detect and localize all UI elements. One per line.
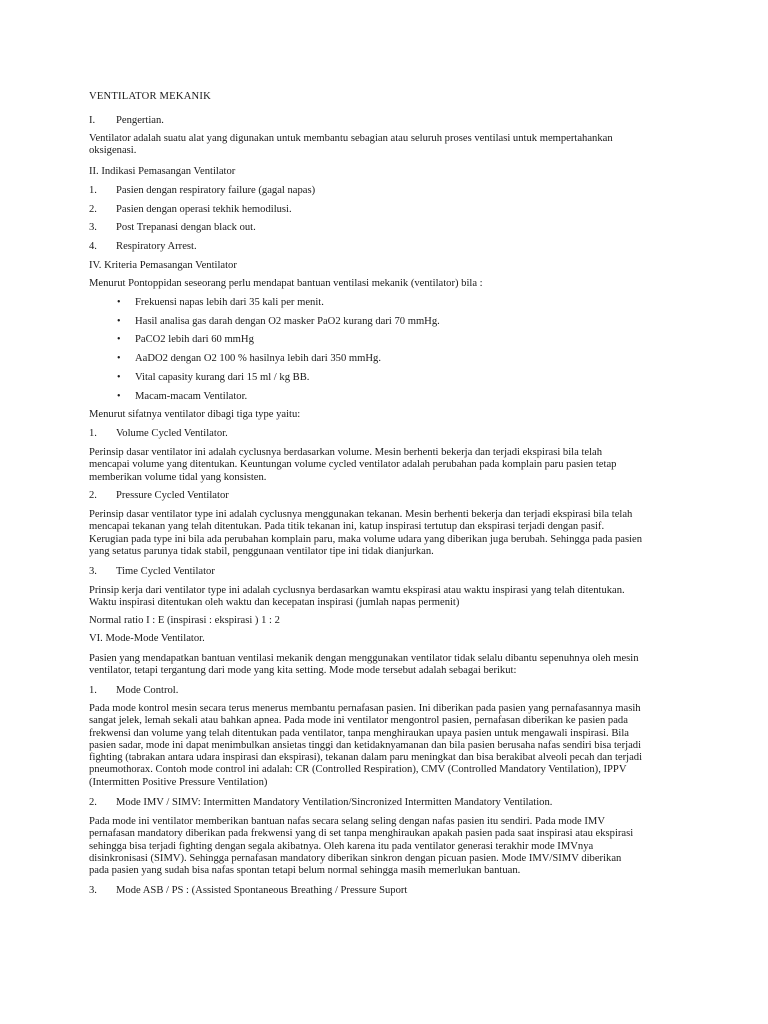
bullet-item: Hasil analisa gas darah dengan O2 masker PaO2 kurang dari 70 mmHg. (135, 316, 440, 327)
section-heading: IV. Kriteria Pemasangan Ventilator (89, 260, 237, 271)
paragraph-line: Ventilator adalah suatu alat yang digunakan untuk membantu sebagian atau seluruh proses ventilasi untuk mempertahankan (89, 133, 613, 144)
bullet-item: Frekuensi napas lebih dari 35 kali per menit. (135, 297, 324, 308)
bullet-item: AaDO2 dengan O2 100 % hasilnya lebih dari 350 mmHg. (135, 353, 381, 364)
paragraph-line: oksigenasi. (89, 145, 137, 157)
bullet-icon: • (117, 334, 121, 345)
section-heading: II. Indikasi Pemasangan Ventilator (89, 166, 236, 177)
list-item: Pasien dengan operasi tekhik hemodilusi. (116, 204, 292, 215)
bullet-icon: • (117, 297, 121, 308)
paragraph (89, 509, 689, 558)
paragraph (89, 585, 689, 610)
paragraph-line: sangat jelek, lemah sekali atau bahkan apnea. Pada mode ini ventilator mengontrol pasien, pernafasan diberikan ke pasien pada (89, 715, 628, 727)
list-number: 2. (89, 490, 97, 501)
paragraph-line: Perinsip dasar ventilator ini adalah cyclusnya berdasarkan volume. Mesin berhenti bekerja dan terjadi ekspirasi bila telah (89, 447, 603, 458)
paragraph (89, 133, 689, 158)
paragraph-line: pneumothorax. Contoh mode control ini adalah: CR (Controlled Respiration), CMV (Controlled Mandatory Ventilation), IPPV (89, 764, 627, 776)
paragraph-line: (Intermitten Positive Pressure Ventilation) (89, 776, 268, 788)
section-heading: Pengertian. (116, 115, 164, 126)
paragraph-line: Prinsip kerja dari ventilator type ini adalah cyclusnya berdasarkan wamtu ekspirasi atau waktu inspirasi yang telah ditentukan. (89, 585, 625, 596)
paragraph (89, 816, 689, 877)
paragraph-line: mencapai tekanan yang telah ditentukan. Pada titik tekanan ini, katup inspirasi tertutup dan ekspirasi terjadi dengan pasif. (89, 521, 605, 533)
bullet-icon: • (117, 372, 121, 383)
paragraph-line: pernafasan mandatory diberikan pada frekwensi yang di set tanpa menghiraukan apakah pasien pada saat inspirasi atau ekspirasi (89, 828, 634, 840)
paragraph (89, 447, 689, 484)
bullet-item: PaCO2 lebih dari 60 mmHg (135, 334, 254, 345)
ratio-line: Normal ratio I : E (inspirasi : ekspirasi ) 1 : 2 (89, 615, 280, 626)
paragraph (89, 653, 689, 678)
list-item: Time Cycled Ventilator (116, 566, 215, 577)
list-item: Mode IMV / SIMV: Intermitten Mandatory Ventilation/Sincronized Intermitten Mandatory Ventilation. (116, 797, 553, 808)
paragraph-line: fighting (tabrakan antara udara inspirasi dan ekspirasi), tekanan dalam paru meningkat dan bisa berakibat alveoli pecah dan terjadi (89, 752, 643, 764)
paragraph-line: frekwensi dan volume yang telah ditentukan pada ventilator, tanpa menghiraukan upaya pasien untuk mengawali inspirasi. Bila (89, 727, 629, 739)
list-number: 3. (89, 885, 97, 896)
paragraph-line: sehingga bisa terjadi fighting dengan segala akibatnya. Oleh karena itu pada ventilator generasi terakhir mode IMVnya (89, 840, 594, 852)
section-number: I. (89, 115, 96, 126)
list-number: 2. (89, 797, 97, 808)
list-number: 1. (89, 185, 97, 196)
paragraph-line: disinkronisasi (SIMV). Sehingga pernafasan mandatory diberikan sinkron dengan picuan pasien. Mode IMV/SIMV diberikan (89, 852, 622, 864)
paragraph-line: Pada mode kontrol mesin secara terus menerus membantu pernafasan pasien. Ini diberikan pada pasien yang pernafasannya masih (89, 703, 641, 714)
section-heading: VI. Mode-Mode Ventilator. (89, 633, 205, 644)
list-item: Post Trepanasi dengan black out. (116, 222, 256, 233)
paragraph-line: memberikan volume tidal yang konsisten. (89, 471, 267, 483)
paragraph: Menurut Pontoppidan seseorang perlu mendapat bantuan ventilasi mekanik (ventilator) bila : (89, 278, 483, 289)
list-item: Mode Control. (116, 685, 179, 696)
paragraph-line: pada pasien yang sudah bisa nafas spontan tetapi belum normal sehingga masih memerlukan bantuan. (89, 865, 521, 877)
paragraph-line: pasien sadar, mode ini dapat menimbulkan ansietas tinggi dan ketidaknyamanan dan bila pasien berusaha nafas sendiri bisa terjadi (89, 739, 642, 751)
list-item: Pasien dengan respiratory failure (gagal napas) (116, 185, 316, 196)
list-number: 1. (89, 428, 97, 439)
paragraph-line: Pada mode ini ventilator memberikan bantuan nafas secara selang seling dengan nafas pasien itu sendiri. Pada mode IMV (89, 816, 605, 827)
paragraph-line: ventilator, tetapi tergantung dari mode yang kita setting. Mode mode tersebut adalah sebagai berikut: (89, 665, 517, 677)
list-item: Pressure Cycled Ventilator (116, 490, 229, 501)
list-item: Respiratory Arrest. (116, 241, 197, 252)
paragraph-line: Waktu inspirasi ditentukan oleh waktu dan kecepatan inspirasi (jumlah napas permenit) (89, 597, 460, 609)
paragraph-line: Perinsip dasar ventilator type ini adalah cyclusnya menggunakan tekanan. Mesin berhenti bekerja dan terjadi ekspirasi bila telah (89, 509, 633, 520)
bullet-item: Vital capasity kurang dari 15 ml / kg BB. (135, 372, 310, 383)
bullet-icon: • (117, 353, 121, 364)
paragraph-line: yang setatus parunya tidak stabil, penggunaan ventilator tipe ini tidak dianjurkan. (89, 545, 434, 557)
list-item: Volume Cycled Ventilator. (116, 428, 228, 439)
list-number: 3. (89, 222, 97, 233)
list-item: Mode ASB / PS : (Assisted Spontaneous Breathing / Pressure Suport (116, 885, 408, 896)
list-number: 2. (89, 204, 97, 215)
bullet-item: Macam-macam Ventilator. (135, 391, 248, 402)
bullet-icon: • (117, 391, 121, 402)
paragraph (89, 703, 689, 789)
list-number: 3. (89, 566, 97, 577)
bullet-icon: • (117, 316, 121, 327)
paragraph-line: mencapai volume yang ditentukan. Keuntungan volume cycled ventilator adalah perubahan pada komplain paru pasien tetap (89, 459, 617, 471)
list-number: 1. (89, 685, 97, 696)
paragraph-line: Kerugian pada type ini bila ada perubahan komplain paru, maka volume udara yang diberikan juga berubah. Sehingga pada pasien (89, 533, 643, 545)
list-number: 4. (89, 241, 97, 252)
paragraph-line: Pasien yang mendapatkan bantuan ventilasi mekanik dengan menggunakan ventilator tidak selalu dibantu sepenuhnya oleh mesin (89, 653, 639, 664)
paragraph: Menurut sifatnya ventilator dibagi tiga type yaitu: (89, 409, 301, 420)
document-title: VENTILATOR MEKANIK (89, 91, 211, 102)
